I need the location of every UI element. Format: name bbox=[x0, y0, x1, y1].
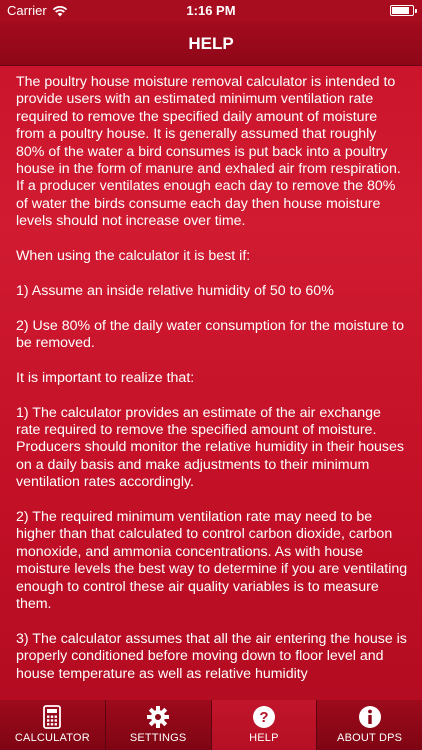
tab-settings-label: SETTINGS bbox=[129, 732, 187, 744]
tab-about-dps[interactable] bbox=[317, 700, 422, 750]
help-paragraph-note-2: 2) The required minimum ventilation rate may need to be higher than that calculated to control carbon dioxide, carbon monoxide, and ammonia concentrations. As with house moisture levels the best way to determine if you are ventilating enough to control these air quality variables is to measure them. bbox=[16, 509, 408, 613]
navigation-bar bbox=[0, 22, 422, 66]
help-icon bbox=[252, 705, 276, 729]
carrier-label: Carrier bbox=[7, 3, 47, 18]
tab-calculator-label: CALCULATOR bbox=[14, 732, 90, 744]
gear-icon bbox=[146, 705, 170, 729]
tab-about-dps-label: ABOUT DPS bbox=[337, 732, 403, 744]
battery-level bbox=[392, 7, 409, 14]
calculator-icon bbox=[40, 705, 64, 729]
help-paragraph-note-3: 3) The calculator assumes that all the air entering the house is properly conditioned before moving down to floor level and house temperature as well as relative humidity bbox=[16, 630, 407, 682]
help-text-scroll-area[interactable] bbox=[16, 74, 408, 696]
tab-bar bbox=[0, 700, 422, 750]
tab-help-label: HELP bbox=[249, 732, 279, 744]
help-paragraph-tip-2: 2) Use 80% of the daily water consumption for the moisture to be removed. bbox=[16, 317, 404, 352]
page-title: HELP bbox=[188, 34, 234, 53]
help-paragraph-realize: It is important to realize that: bbox=[16, 369, 195, 386]
help-paragraph-best-if: When using the calculator it is best if: bbox=[16, 248, 251, 265]
help-paragraph-tip-1: 1) Assume an inside relative humidity of 50 to 60% bbox=[16, 282, 334, 299]
tab-help[interactable] bbox=[212, 700, 318, 750]
tab-settings[interactable] bbox=[106, 700, 212, 750]
status-bar bbox=[0, 0, 422, 22]
svg-text:?: ? bbox=[259, 709, 269, 726]
help-paragraph-note-1: 1) The calculator provides an estimate of the air exchange rate required to remove the specified amount of moisture. Producers should monitor the relative humidity in their houses on a daily basis and make adjustments to their minimum ventilation rates accordingly. bbox=[16, 404, 404, 491]
help-paragraph-intro: The poultry house moisture removal calculator is intended to provide users with an estimated minimum ventilation rate required to remove the specified daily amount of moisture from a poultry house. It is generally assumed that roughly 80% of the water a bird consumes is put back into a poultry house in the form of manure and exhaled air from respiration. If a producer ventilates enough each day to remove the 80% of water the birds consume each day then house moisture levels should not increase over time. bbox=[16, 74, 401, 230]
info-icon bbox=[358, 705, 382, 729]
status-time: 1:16 PM bbox=[186, 3, 236, 18]
tab-calculator[interactable] bbox=[0, 700, 106, 750]
battery-icon bbox=[390, 5, 414, 16]
